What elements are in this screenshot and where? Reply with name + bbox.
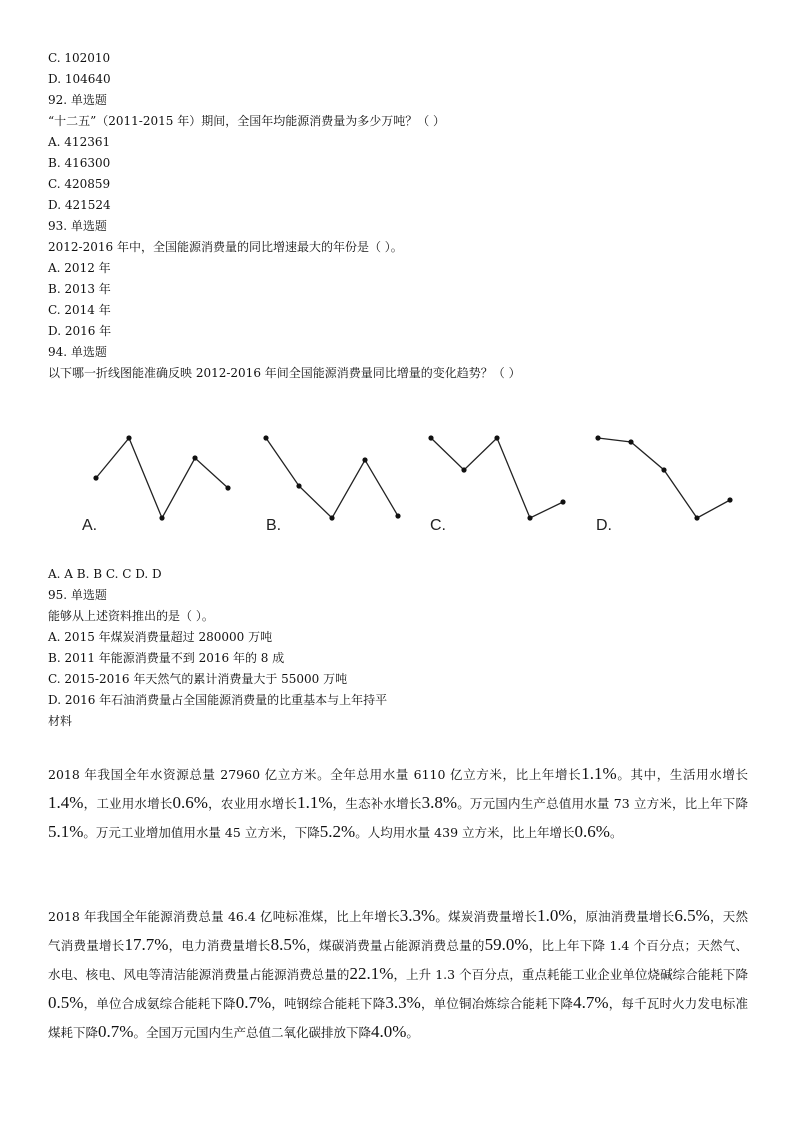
chart-c-point-5 bbox=[560, 499, 565, 504]
q94-choices: A. A B. B C. C D. D bbox=[48, 567, 162, 581]
material-paragraph-water bbox=[48, 760, 748, 847]
percent-value: 0.6% bbox=[574, 822, 610, 841]
q91-option-c: C. 102010 bbox=[48, 51, 111, 65]
chart-label-c: C. bbox=[430, 517, 446, 534]
chart-a-point-1 bbox=[93, 475, 98, 480]
text-segment: ，煤碳消费量占能源消费总量的 bbox=[305, 938, 485, 953]
q93-stem: 2012-2016 年中，全国能源消费量的同比增速最大的年份是（ ）。 bbox=[48, 240, 403, 254]
chart-d-series-line bbox=[598, 438, 730, 518]
chart-c-series-line bbox=[431, 438, 563, 518]
percent-value: 1.0% bbox=[537, 906, 573, 925]
text-segment: ，单位铜冶炼综合能耗下降 bbox=[420, 996, 574, 1011]
text-segment: 。万元国内生产总值用水量 73 立方米，比上年下降 bbox=[457, 796, 748, 811]
chart-label-b: B. bbox=[266, 517, 282, 534]
text-segment: ，单位合成氨综合能耗下降 bbox=[83, 996, 236, 1011]
percent-value: 3.3% bbox=[385, 993, 421, 1012]
q95-stem: 能够从上述资料推出的是（ ）。 bbox=[48, 609, 214, 623]
percent-value: 1.1% bbox=[297, 793, 333, 812]
percent-value: 0.7% bbox=[235, 993, 272, 1012]
q95-option-d: D. 2016 年石油消费量占全国能源消费量的比重基本与上年持平 bbox=[48, 693, 388, 707]
percent-value: 59.0% bbox=[484, 935, 529, 954]
q94-stem: 以下哪一折线图能准确反映 2012-2016 年间全国能源消费量同比增量的变化趋势？（ ） bbox=[48, 366, 521, 380]
text-segment: 。其中，生活用水增长 bbox=[616, 767, 748, 782]
chart-a-point-4 bbox=[192, 455, 197, 460]
q91-option-d: D. 104640 bbox=[48, 72, 111, 86]
percent-value: 5.1% bbox=[48, 822, 84, 841]
material-paragraph-energy bbox=[48, 902, 748, 1047]
percent-value: 4.7% bbox=[573, 993, 609, 1012]
percent-value: 17.7% bbox=[124, 935, 169, 954]
percent-value: 0.7% bbox=[98, 1022, 134, 1041]
chart-a-point-2 bbox=[126, 435, 131, 440]
text-segment: ，工业用水增长 bbox=[83, 796, 173, 811]
text-segment: 。人均用水量 439 立方米，比上年增长 bbox=[355, 825, 575, 840]
text-segment: ，农业用水增长 bbox=[207, 796, 298, 811]
q95-heading: 95. 单选题 bbox=[48, 588, 107, 602]
text-segment: ，吨钢综合能耗下降 bbox=[271, 996, 386, 1011]
chart-b-point-4 bbox=[362, 457, 367, 462]
q93-option-c: C. 2014 年 bbox=[48, 303, 111, 317]
chart-a-point-5 bbox=[225, 485, 230, 490]
q93-option-a: A. 2012 年 bbox=[48, 261, 111, 275]
q93-heading: 93. 单选题 bbox=[48, 219, 107, 233]
percent-value: 22.1% bbox=[349, 964, 394, 983]
text-segment: 。 bbox=[609, 825, 623, 840]
chart-c-point-1 bbox=[428, 435, 433, 440]
percent-value: 5.2% bbox=[319, 822, 356, 841]
q92-heading: 92. 单选题 bbox=[48, 93, 107, 107]
q92-option-c: C. 420859 bbox=[48, 177, 111, 191]
chart-c-point-2 bbox=[461, 467, 466, 472]
text-segment: ，原油消费量增长 bbox=[572, 909, 675, 924]
text-segment: 2018 年我国全年水资源总量 27960 亿立方米。全年总用水量 6110 亿立方米，比上年增长 bbox=[48, 767, 582, 782]
chart-d-point-2 bbox=[628, 439, 633, 444]
chart-label-d: D. bbox=[596, 517, 612, 534]
q95-option-a: A. 2015 年煤炭消费量超过 280000 万吨 bbox=[48, 630, 273, 644]
text-segment: ，上升 1.3 个百分点，重点耗能工业企业单位烧碱综合能耗下降 bbox=[393, 967, 748, 982]
q93-option-d: D. 2016 年 bbox=[48, 324, 112, 338]
percent-value: 3.8% bbox=[421, 793, 458, 812]
chart-d-point-1 bbox=[595, 435, 600, 440]
q94-line-charts bbox=[70, 420, 740, 550]
chart-b-series-line bbox=[266, 438, 398, 518]
text-segment: 。全国万元国内生产总值二氧化碳排放下降 bbox=[133, 1025, 371, 1040]
percent-value: 4.0% bbox=[370, 1022, 407, 1041]
percent-value: 0.6% bbox=[172, 793, 208, 812]
q95-option-c: C. 2015-2016 年天然气的累计消费量大于 55000 万吨 bbox=[48, 672, 348, 686]
text-segment: ，生态补水增长 bbox=[332, 796, 422, 811]
chart-a-point-3 bbox=[159, 515, 164, 520]
chart-b-point-5 bbox=[395, 513, 400, 518]
chart-c-point-4 bbox=[527, 515, 532, 520]
text-segment: 。煤炭消费量增长 bbox=[435, 909, 538, 924]
percent-value: 6.5% bbox=[674, 906, 710, 925]
text-segment: 。万元工业增加值用水量 45 立方米，下降 bbox=[83, 825, 320, 840]
chart-b-point-2 bbox=[296, 483, 301, 488]
text-segment: ，比上年下降 1.4 个百分点；天然气、水电、核电、风电等清洁能源消费量占能源消费总量的 bbox=[48, 938, 748, 982]
chart-b-point-3 bbox=[329, 515, 334, 520]
chart-c-point-3 bbox=[494, 435, 499, 440]
q93-option-b: B. 2013 年 bbox=[48, 282, 111, 296]
text-segment: ，每千瓦时火力发电标准煤耗下降 bbox=[48, 996, 748, 1040]
chart-label-a: A. bbox=[82, 517, 98, 534]
q92-option-d: D. 421524 bbox=[48, 198, 111, 212]
chart-d-point-3 bbox=[661, 467, 666, 472]
percent-value: 8.5% bbox=[270, 935, 306, 954]
chart-a-series-line bbox=[96, 438, 228, 518]
percent-value: 3.3% bbox=[399, 906, 436, 925]
text-segment: ，电力消费量增长 bbox=[168, 938, 271, 953]
text-segment: 。 bbox=[406, 1025, 419, 1040]
chart-d-point-4 bbox=[694, 515, 699, 520]
q95-option-b: B. 2011 年能源消费量不到 2016 年的 8 成 bbox=[48, 651, 285, 665]
material-label: 材料 bbox=[48, 714, 73, 728]
percent-value: 1.4% bbox=[48, 793, 84, 812]
chart-b-point-1 bbox=[263, 435, 268, 440]
q92-option-a: A. 412361 bbox=[48, 135, 111, 149]
q92-option-b: B. 416300 bbox=[48, 156, 111, 170]
text-segment: ，天然气消费量增长 bbox=[48, 909, 748, 953]
text-segment: 2018 年我国全年能源消费总量 46.4 亿吨标准煤，比上年增长 bbox=[48, 909, 400, 924]
percent-value: 1.1% bbox=[581, 764, 617, 783]
q92-stem: “十二五”（2011-2015 年）期间，全国年均能源消费量为多少万吨？（ ） bbox=[48, 114, 446, 128]
q94-heading: 94. 单选题 bbox=[48, 345, 107, 359]
percent-value: 0.5% bbox=[48, 993, 84, 1012]
chart-d-point-5 bbox=[727, 497, 732, 502]
